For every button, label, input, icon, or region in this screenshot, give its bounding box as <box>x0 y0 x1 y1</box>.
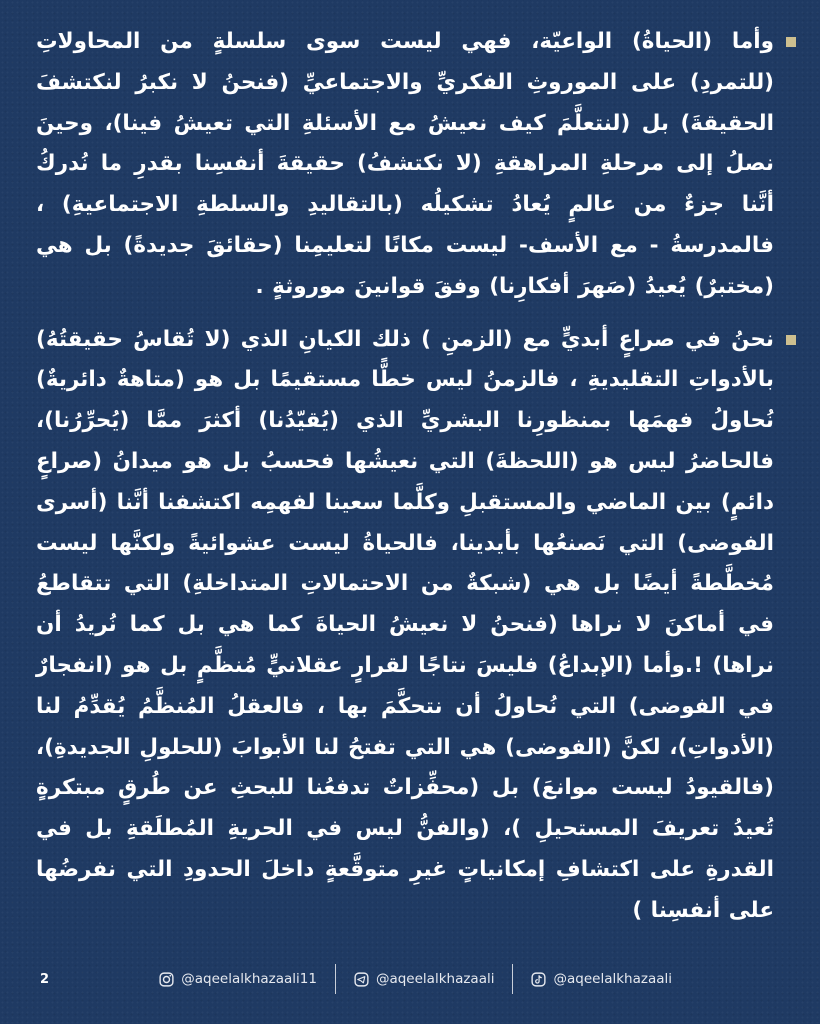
tiktok-icon <box>531 972 546 987</box>
bullet-marker <box>786 335 796 345</box>
social-handle: @aqeelalkhazaali <box>553 971 672 987</box>
page-number: 2 <box>40 971 50 987</box>
social-handle: @aqeelalkhazaali11 <box>181 971 317 987</box>
footer <box>40 962 780 996</box>
bullet-marker <box>786 37 796 47</box>
social-links <box>66 964 780 994</box>
paragraph-text: وأما (الحياةُ) الواعيّة، فهي ليست سوى سلسلةٍ من المحاولاتِ (للتمردِ) على الموروثِ الفكريِّ والاجتماعيِّ (فنحنُ لا نكبرُ لنكتشفَ الحقيقةَ) بل (لنتعلَّمَ كيف نعيشُ مع الأسئلةِ التي تعيشُ فينا)، وحينَ نصلُ إلى مرحلةِ المراهقةِ (لا نكتشفُ) حقيقةَ أنفسِنا بقدرِ ما نُدركُ أنَّنا جزءٌ من عالمٍ يُعادُ تشكيلُه (بالتقاليدِ والسلطةِ الاجتماعيةِ) ، فالمدرسةُ - مع الأسف- ليست مكانًا لتعليمِنا (حقائقَ جديدةً) بل هي (مختبرٌ) يُعيدُ (صَهرَ أفكارِنا) وفقَ قوانينَ موروثةٍ . <box>36 29 774 299</box>
social-link-instagram[interactable] <box>141 971 335 987</box>
social-link-tiktok[interactable] <box>513 971 690 987</box>
paragraph-2 <box>36 320 792 932</box>
paragraph-text: نحنُ في صراعٍ أبديٍّ مع (الزمنِ ) ذلك الكيانِ الذي (لا تُقاسُ حقيقتُهُ) بالأدواتِ التقليديةِ ، فالزمنُ ليس خطًّا مستقيمًا بل هو (متاهةٌ دائريةٌ) نُحاولُ فهمَها بمنظورِنا البشريِّ الذي (يُقيّدُنا) أكثرَ ممَّا (يُحرِّرُنا)، فالحاضرُ ليس هو (اللحظةَ) التي نعيشُها فحسبُ بل هو ميدانُ (صراعٍ دائمٍ) بين الماضي والمستقبلِ وكلَّما سعينا لفهمِه اكتشفنا أنَّنا (أسرى الفوضى) التي نَصنعُها بأيدينا، فالحياةُ ليست عشوائيةً ولكنَّها ليست مُخطَّطةً أيضًا بل هي (شبكةٌ من الاحتمالاتِ المتداخلةِ) التي تتقاطعُ في أماكنَ لا نراها (فنحنُ لا نعيشُ الحياةَ كما هي بل كما نُريدُ أن نراها) !.وأما (الإبداعُ) فليسَ نتاجًا لقرارٍ عقلانيٍّ مُنظَّمٍ بل هو (انفجارٌ في الفوضى) التي نُحاولُ أن نتحكَّمَ بها ، فالعقلُ المُنظَّمُ يُقدِّمُ لنا (الأدواتِ)، لكنَّ (الفوضى) هي التي تفتحُ لنا الأبوابَ (للحلولِ الجديدةِ)، (فالقيودُ ليست موانعَ) بل (محفِّزاتٌ تدفعُنا للبحثِ عن طُرقٍ مبتكرةٍ تُعيدُ تعريفَ المستحيلِ )، (والفنُّ ليس في الحريةِ المُطلَقةِ بل في القدرةِ على اكتشافِ إمكانياتٍ غيرِ متوقَّعةٍ داخلَ الحدودِ التي نفرضُها على أنفسِنا ) <box>36 326 774 923</box>
social-link-telegram[interactable] <box>336 971 513 987</box>
instagram-icon <box>159 972 174 987</box>
social-handle: @aqeelalkhazaali <box>375 971 495 987</box>
telegram-icon <box>354 972 369 987</box>
paragraph-1 <box>36 22 792 308</box>
article-body <box>36 22 792 932</box>
